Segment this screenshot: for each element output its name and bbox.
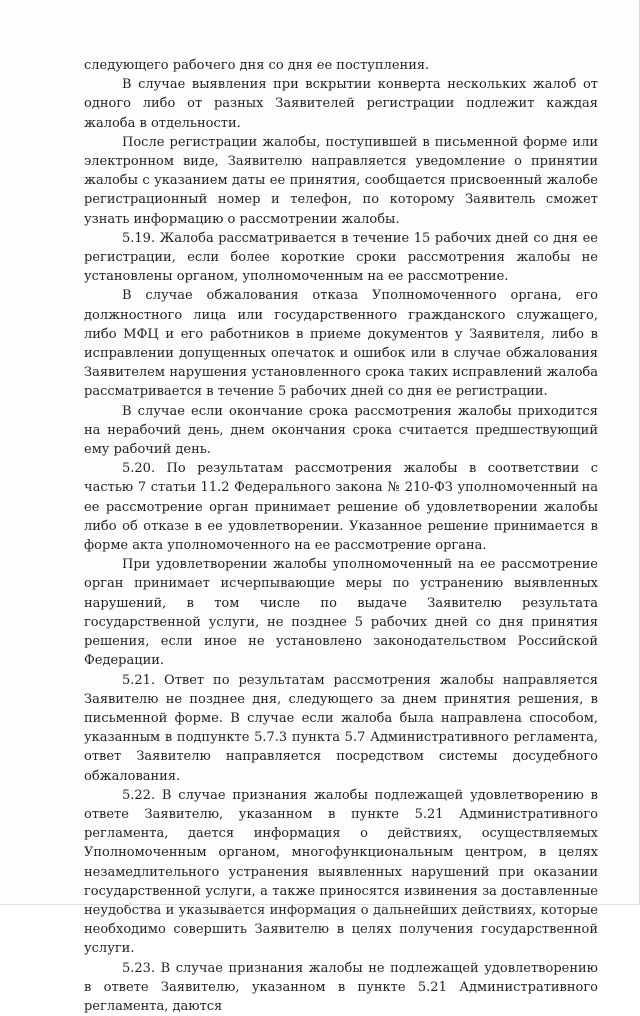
paragraph-5-23: 5.23. В случае признания жалобы не подлежащей удовлетворению в ответе Заявителю, указанном в пункте 5.21 Административного регламента, даются <box>84 960 598 1014</box>
paragraph-satisfaction-measures: При удовлетворении жалобы уполномоченный на ее рассмотрение орган принимает исчерпывающие меры по устранению выявленных нарушений, в том числе по выдаче Заявителю результата государственной услуги, не позднее 5 рабочих дней со дня принятия решения, если иное не установлено законодательством Российской Федерации. <box>84 557 598 669</box>
paragraph-5-22: 5.22. В случае признания жалобы подлежащей удовлетворению в ответе Заявителю, указанном в пункте 5.21 Административного регламента, дается информация о действиях, осуществляемых Уполномоченным органом, многофункциональным центром, в целях незамедлительного устранения выявленных нарушений при оказании государственной услуги, а также приносятся извинения за доставленные неудобства и указывается информация о дальнейших действиях, которые необходимо совершить Заявителю в целях получения государственной услуги. <box>84 787 598 957</box>
paragraph-multiple-complaints: В случае выявления при вскрытии конверта нескольких жалоб от одного либо от разных Заявителей регистрации подлежит каждая жалоба в отдельности. <box>84 77 598 131</box>
paragraph-5-20: 5.20. По результатам рассмотрения жалобы в соответствии с частью 7 статьи 11.2 Федерального закона № 210-ФЗ уполномоченный на ее рассмотрение орган принимает решение об удовлетворении жалобы либо об отказе в ее удовлетворении. Указанное решение принимается в форме акта уполномоченного на ее рассмотрение органа. <box>84 461 598 554</box>
paragraph-refusal-appeal: В случае обжалования отказа Уполномоченного органа, его должностного лица или государственного гражданского служащего, либо МФЦ и его работников в приеме документов у Заявителя, либо в исправлении допущенных опечаток и ошибок или в случае обжалования Заявителем нарушения установленного срока таких исправлений жалоба рассматривается в течение 5 рабочих дней со дня ее регистрации. <box>84 288 598 400</box>
paragraph-registration-notice: После регистрации жалобы, поступившей в письменной форме или электронном виде, Заявителю направляется уведомление о принятии жалобы с указанием даты ее принятия, сообщается присвоенный жалобе регистрационный номер и телефон, по которому Заявитель сможет узнать информацию о рассмотрении жалобы. <box>84 134 598 227</box>
paragraph-5-19: 5.19. Жалоба рассматривается в течение 15 рабочих дней со дня ее регистрации, если более короткие сроки рассмотрения жалобы не установлены органом, уполномоченным на ее рассмотрение. <box>84 230 598 285</box>
paragraph-5-21: 5.21. Ответ по результатам рассмотрения жалобы направляется Заявителю не позднее дня, следующего за днем принятия решения, в письменной форме. В случае если жалоба была направлена способом, указанным в подпункте 5.7.3 пункта 5.7 Административного регламента, ответ Заявителю направляется посредством системы досудебного обжалования. <box>84 672 598 784</box>
paragraph-continuation: следующего рабочего дня со дня ее поступления. <box>84 58 430 73</box>
paragraph-non-working-day: В случае если окончание срока рассмотрения жалобы приходится на нерабочий день, днем окончания срока считается предшествующий ему рабочий день. <box>84 403 598 458</box>
